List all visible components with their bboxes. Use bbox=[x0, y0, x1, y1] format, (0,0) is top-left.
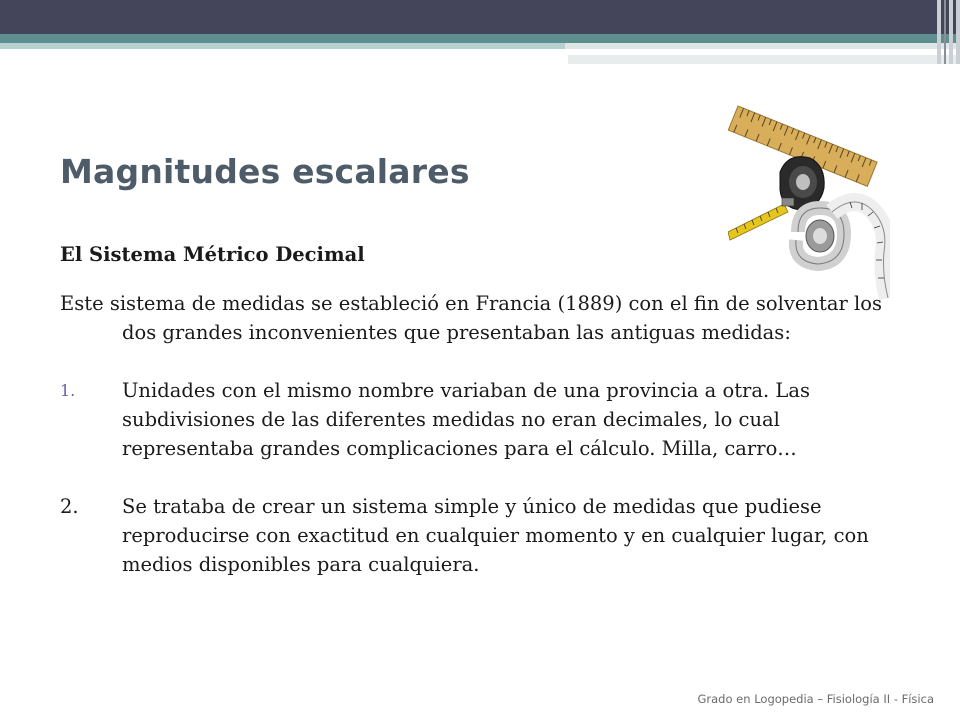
slide-title: Magnitudes escalares bbox=[60, 152, 470, 191]
list-item-number: 2. bbox=[60, 495, 79, 518]
list-item-text: Unidades con el mismo nombre variaban de una provincia a otra. Las subdivisiones de las diferentes medidas no eran decimales, lo cual representaba grandes complicaciones para el cálculo. Milla, carro… bbox=[122, 379, 810, 460]
header-band-teal-light bbox=[0, 43, 565, 49]
intro-paragraph: Este sistema de medidas se estableció en Francia (1889) con el fin de solventar los dos grandes inconvenientes que presentaban las antiguas medidas: bbox=[60, 292, 882, 344]
header-band-teal bbox=[0, 34, 960, 43]
list-item bbox=[60, 376, 910, 463]
section-subtitle: El Sistema Métrico Decimal bbox=[60, 243, 365, 266]
list-item-text: Se trataba de crear un sistema simple y único de medidas que pudiese reproducirse con exactitud en cualquier momento y en cualquier lugar, con medios disponibles para cualquiera. bbox=[122, 495, 869, 576]
header-band-light bbox=[565, 43, 960, 49]
slide-body bbox=[60, 240, 910, 579]
list-item-number: 1. bbox=[60, 381, 76, 400]
header-band-dark bbox=[0, 0, 960, 34]
slide-footer: Grado en Logopedia – Fisiología II - Física bbox=[697, 692, 934, 706]
corner-stripes bbox=[920, 0, 960, 64]
list-item bbox=[60, 492, 910, 579]
